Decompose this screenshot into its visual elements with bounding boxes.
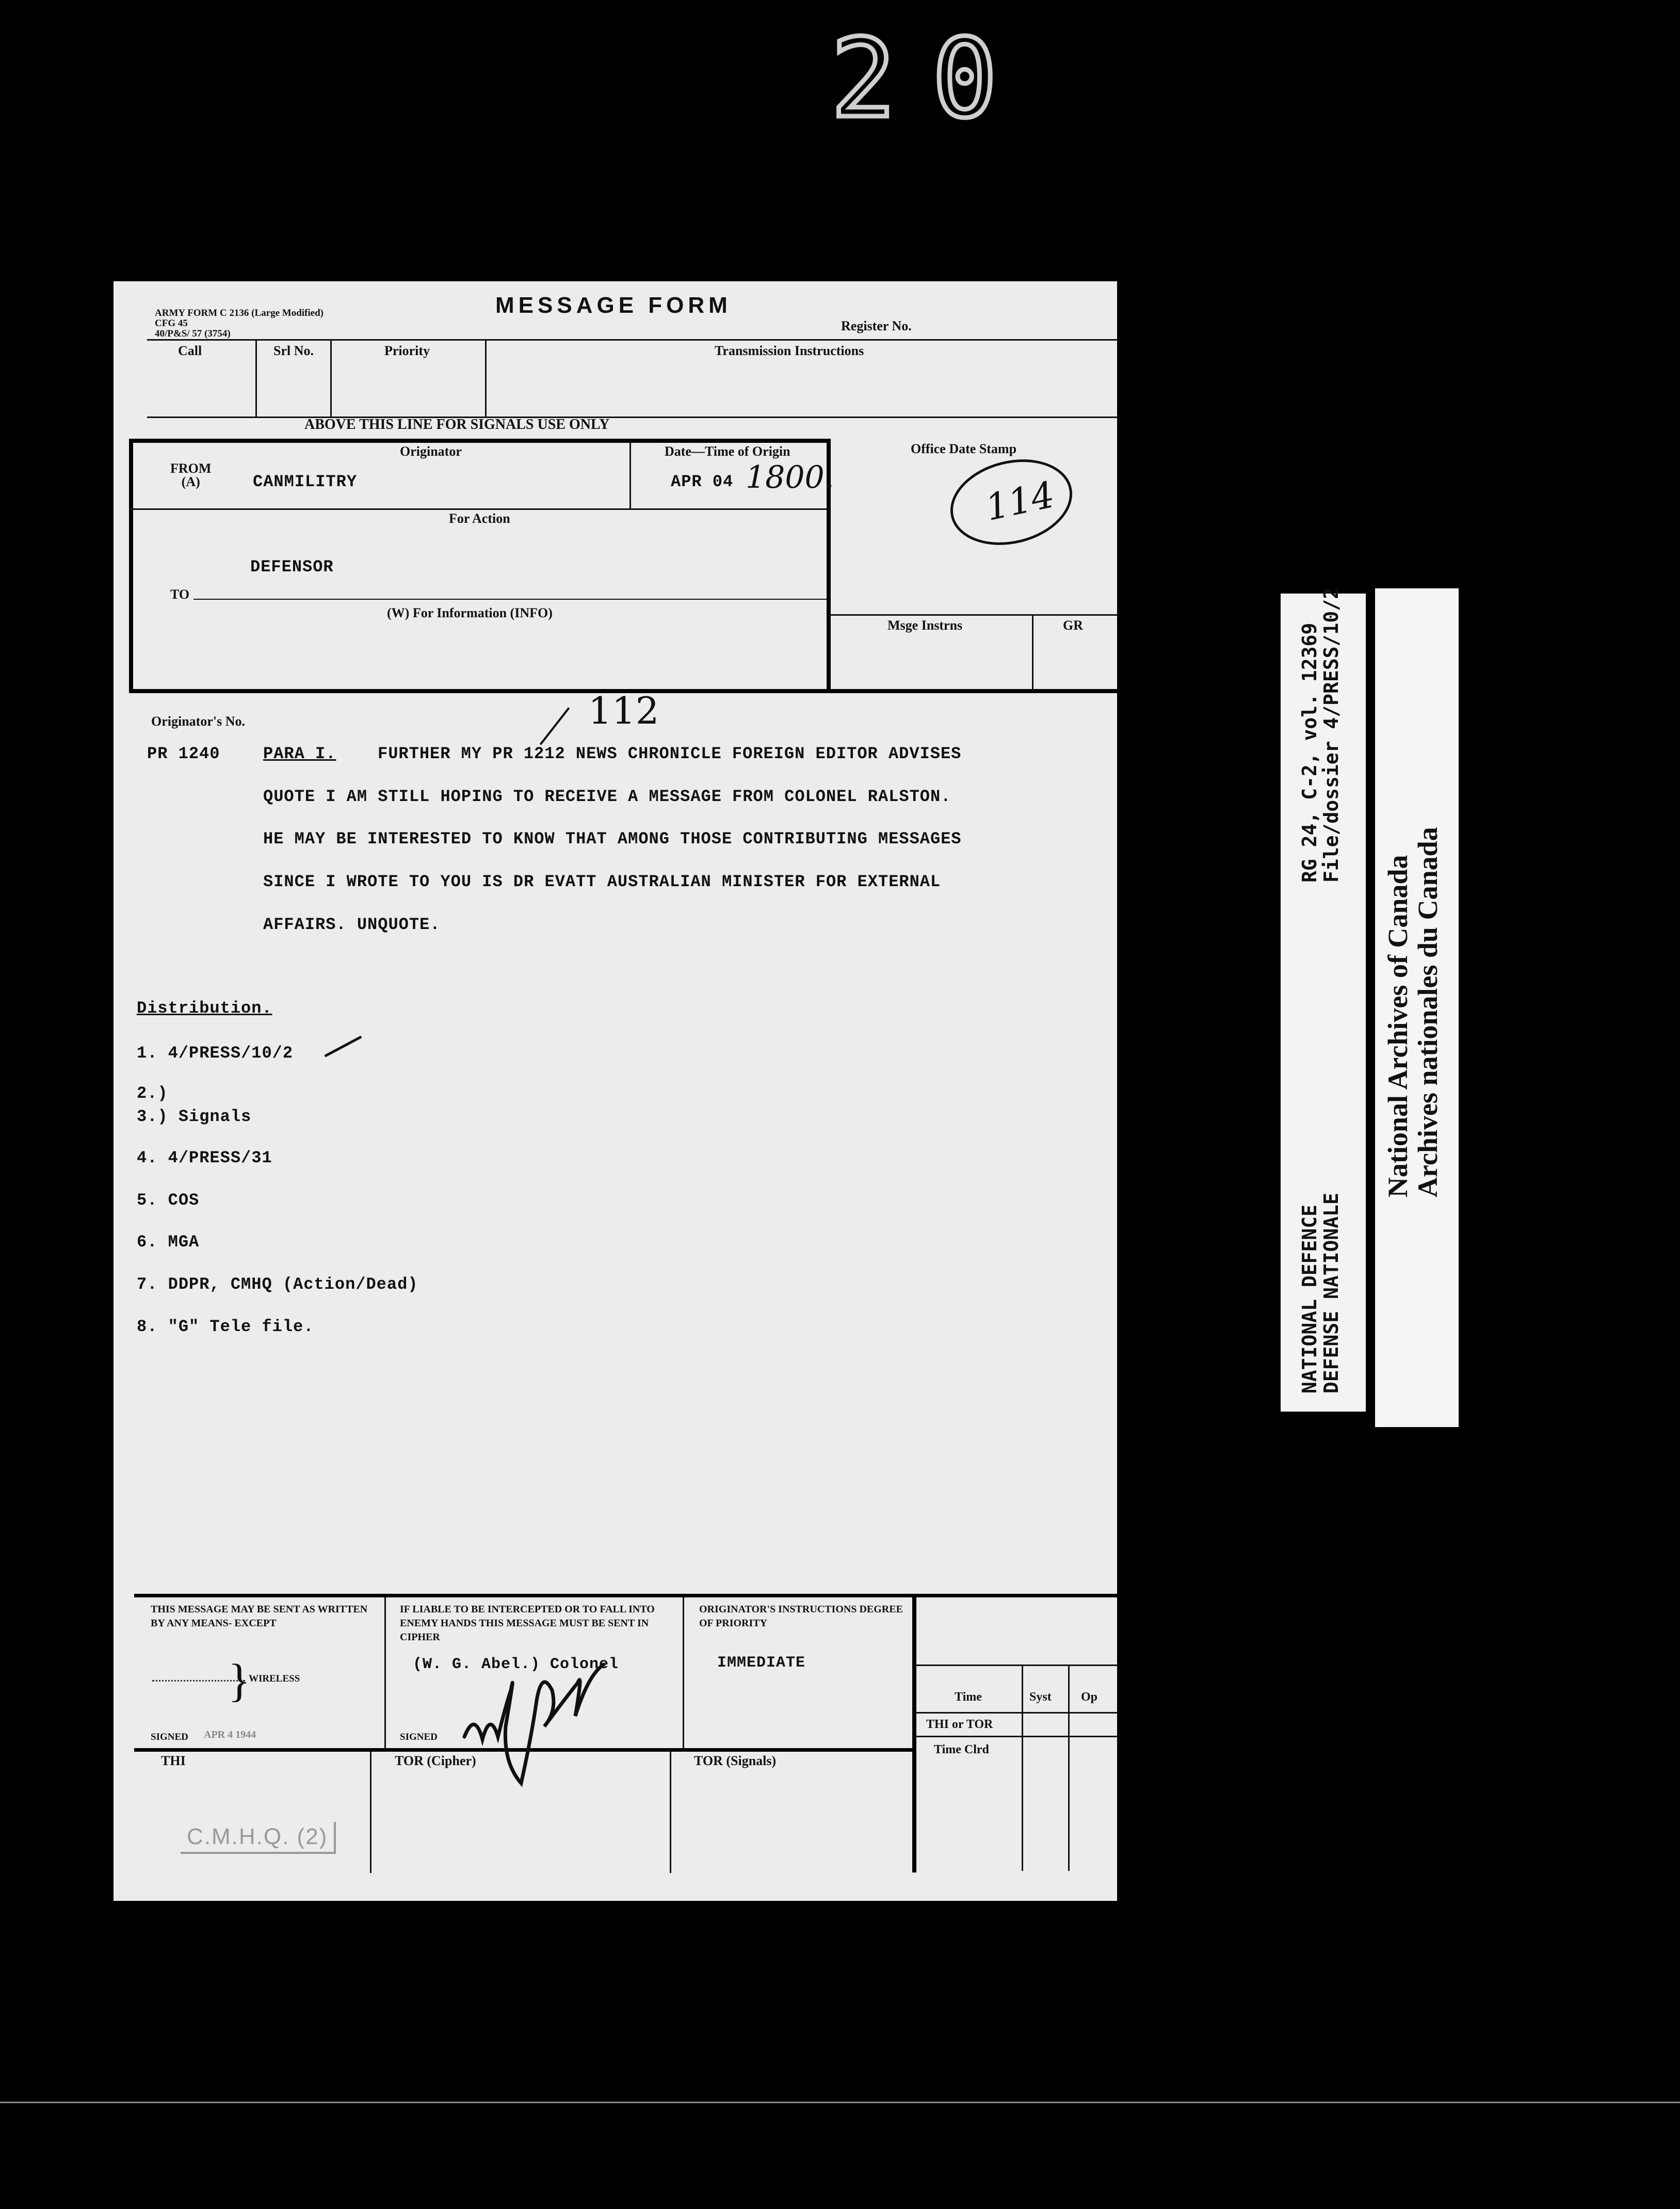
frame-number: 20 — [831, 15, 1033, 142]
cipher-label: IF LIABLE TO BE INTERCEPTED OR TO FALL INTO ENEMY HANDS THIS MESSAGE MUST BE SENT IN CIPHER — [400, 1604, 655, 1643]
archive-refs: RG 24, C-2, vol. 12369 File/dossier 4/PRESS/10/2 — [1298, 587, 1343, 883]
gr-label: GR — [1063, 618, 1083, 633]
call-label: Call — [178, 343, 202, 358]
register-no-label: Register No. — [841, 318, 912, 333]
form-codes: ARMY FORM C 2136 (Large Modified) CFG 45 40/P&S/ 57 (3754) — [155, 308, 324, 339]
signature — [454, 1634, 624, 1799]
distribution-item: 2.) — [137, 1084, 168, 1103]
tor-signals-label: TOR (Signals) — [694, 1753, 777, 1768]
originator-instr-label: ORIGINATOR'S INSTRUCTIONS DEGREE OF PRIORITY — [699, 1604, 903, 1629]
para-label: PARA I. — [263, 744, 336, 763]
archive-department: NATIONAL DEFENCE DEFENSE NATIONALE — [1298, 1193, 1343, 1394]
body-line-2: QUOTE I AM STILL HOPING TO RECEIVE A MESSAGE FROM COLONEL RALSTON. — [263, 787, 951, 806]
tor-cipher-label: TOR (Cipher) — [395, 1753, 476, 1768]
tick-mark — [325, 1036, 362, 1058]
distribution-item: 8. "G" Tele file. — [137, 1317, 314, 1336]
distribution-item: 3.) Signals — [137, 1107, 252, 1126]
thi-label: THI — [161, 1753, 186, 1768]
signer-name: (W. G. Abel.) Colonel — [413, 1656, 619, 1673]
handwritten-no: 112 — [588, 689, 659, 732]
handwritten-stroke — [540, 707, 570, 745]
originator-label: Originator — [400, 444, 462, 459]
time-label: Time — [955, 1690, 982, 1704]
date-value: APR 04 — [671, 472, 734, 491]
syst-label: Syst — [1029, 1690, 1052, 1704]
srl-no-label: Srl No. — [273, 343, 314, 358]
distribution-item: 6. MGA — [137, 1232, 200, 1252]
office-stamp-value: 114 — [981, 473, 1058, 529]
time-value: 1800. — [746, 459, 834, 495]
to-label: TO — [170, 587, 190, 602]
form-title: MESSAGE FORM — [495, 293, 732, 318]
priority-value: IMMEDIATE — [717, 1654, 806, 1672]
sent-as-written-label: THIS MESSAGE MAY BE SENT AS WRITTEN BY ANY MEANS- EXCEPT — [151, 1604, 368, 1629]
bottom-rule — [0, 2102, 1680, 2103]
distribution-item: 5. COS — [137, 1191, 200, 1210]
body-line-4: SINCE I WROTE TO YOU IS DR EVATT AUSTRALIAN MINISTER FOR EXTERNAL — [263, 872, 941, 891]
archive-name: National Archives of Canada Archives nationales du Canada — [1382, 827, 1443, 1197]
wireless-label: WIRELESS — [249, 1673, 300, 1684]
signed-label-1: SIGNED — [151, 1732, 188, 1742]
archive-label-strip — [1375, 588, 1459, 1427]
cmhq-stamp: C.M.H.Q. (2) — [181, 1822, 336, 1854]
to-value: DEFENSOR — [250, 557, 334, 577]
priority-label: Priority — [384, 343, 430, 358]
message-form-sheet — [114, 281, 1117, 1901]
for-info-label: (W) For Information (INFO) — [387, 605, 553, 620]
distribution-title: Distribution. — [137, 999, 272, 1018]
date-time-label: Date—Time of Origin — [665, 444, 790, 459]
transmission-label: Transmission Instructions — [715, 343, 864, 358]
from-value: CANMILITRY — [253, 472, 358, 491]
body-line-1: FURTHER MY PR 1212 NEWS CHRONICLE FOREIGN EDITOR ADVISES — [378, 744, 962, 763]
op-label: Op — [1081, 1690, 1098, 1704]
brace: } — [228, 1655, 251, 1706]
originators-no-label: Originator's No. — [151, 714, 245, 729]
from-label: FROM (A) — [170, 461, 212, 489]
archive-reference-strip — [1281, 587, 1366, 1412]
body-line-5: AFFAIRS. UNQUOTE. — [263, 915, 441, 934]
thi-or-tor-label: THI or TOR — [926, 1718, 993, 1731]
office-date-stamp-label: Office Date Stamp — [911, 441, 1017, 456]
signals-line-label: ABOVE THIS LINE FOR SIGNALS USE ONLY — [304, 417, 610, 433]
distribution-item: 7. DDPR, CMHQ (Action/Dead) — [137, 1275, 418, 1294]
originators-no: PR 1240 — [147, 744, 220, 763]
for-action-label: For Action — [449, 511, 510, 526]
body-line-3: HE MAY BE INTERESTED TO KNOW THAT AMONG THOSE CONTRIBUTING MESSAGES — [263, 829, 962, 849]
signed-date-stamp: APR 4 1944 — [204, 1729, 256, 1740]
distribution-item: 1. 4/PRESS/10/2 — [137, 1044, 294, 1063]
signed-label-2: SIGNED — [400, 1732, 438, 1742]
msge-instrns-label: Msge Instrns — [887, 618, 963, 633]
time-clrd-label: Time Clrd — [934, 1743, 989, 1756]
distribution-item: 4. 4/PRESS/31 — [137, 1148, 272, 1167]
